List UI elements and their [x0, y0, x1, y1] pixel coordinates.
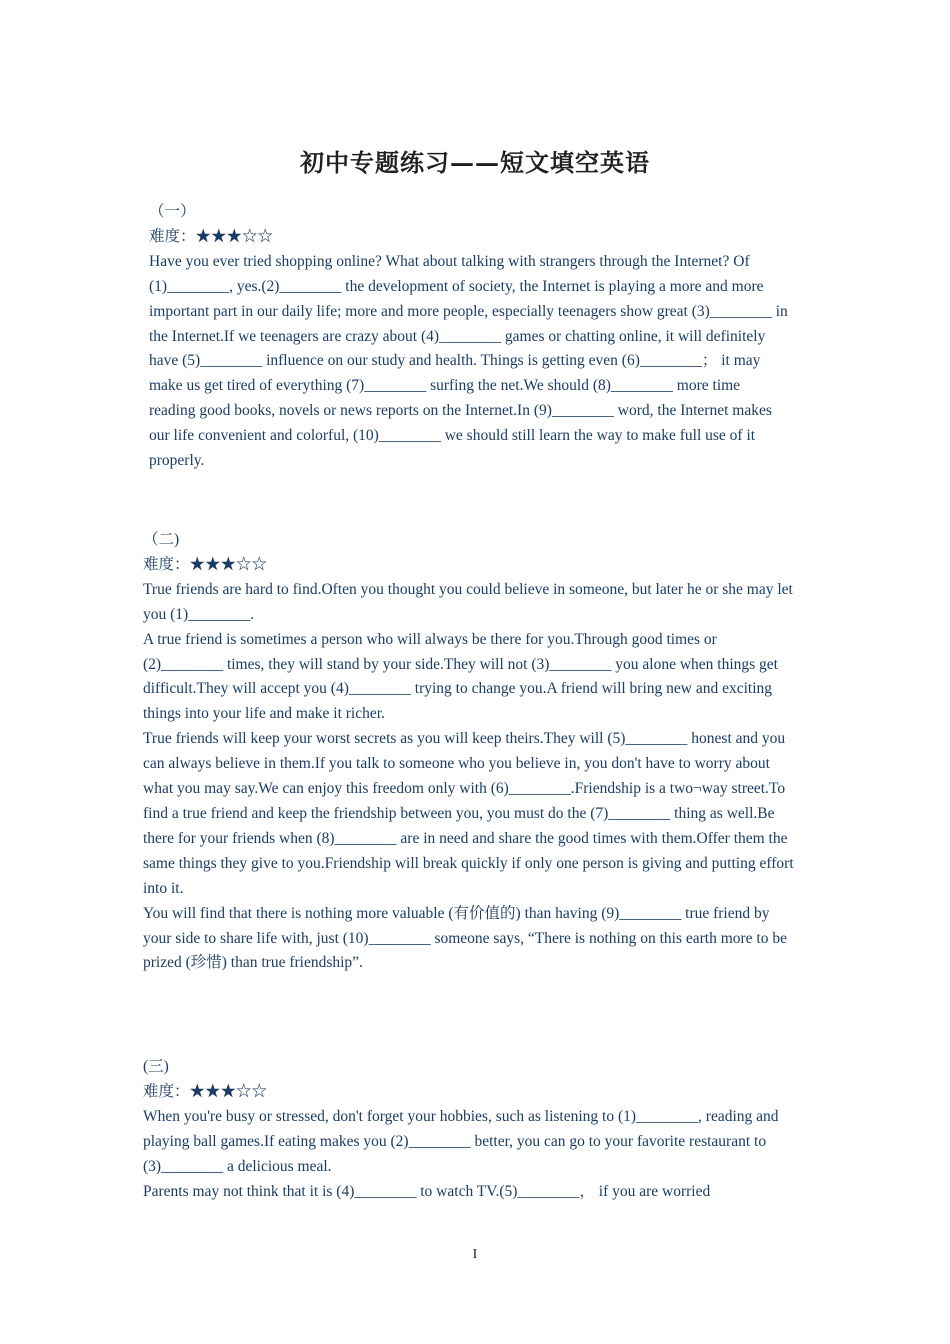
section-1 [149, 200, 789, 474]
difficulty-line [143, 1080, 783, 1105]
page-number: I [472, 1247, 478, 1262]
passage-paragraph: When you're busy or stressed, don't forget your hobbies, such as listening to (1)________, reading and playing ball games.If eating makes you (2)________ better, you can go to your favorite restaurant to (3)________ a delicious meal. [143, 1107, 779, 1175]
difficulty-label: 难度： [149, 227, 196, 245]
passage-paragraph: Have you ever tried shopping online? What about talking with strangers through the Internet? Of (1)________, yes.(2)________ the development of society, the Internet is playing a more and more important part in our daily life; more and more people, especially teenagers show great (3)________ in the Internet.If we teenagers are crazy about (4)________ games or chatting online, it will definitely have (5)________ influence on our study and health. Things is getting even (6)________； it may make us get tired of everything (7)________ surfing the net.We should (8)________ more time reading good books, novels or news reports on the Internet.In (9)________ word, the Internet makes our life convenient and colorful, (10)________ we should still learn the way to make full use of it properly. [149, 252, 788, 470]
passage-paragraph: True friends are hard to find.Often you thought you could believe in someone, but later he or she may let you (1)________. [143, 580, 793, 623]
passage-paragraph: You will find that there is nothing more valuable (有价值的) than having (9)________ true friend by your side to share life with, just (10)________ someone says, “There is nothing on this earth more to be prized (珍惜) than true friendship”. [143, 904, 787, 972]
difficulty-label: 难度： [143, 1082, 190, 1100]
passage-paragraph: A true friend is sometimes a person who will always be there for you.Through good times or (2)________ times, they will stand by your side.They will not (3)________ you alone when things get difficult.They will accept you (4)________ trying to change you.A friend will bring new and exciting things into your life and make it richer. [143, 630, 778, 723]
section-heading: (三) [143, 1058, 169, 1075]
section-2 [143, 528, 795, 976]
passage-paragraph: True friends will keep your worst secrets as you will keep theirs.They will (5)________ honest and you can always believe in them.If you talk to someone who you believe in, you don't have to worry about what you may say.We can enjoy this freedom only with (6)________.Friendship is a two¬way street.To find a true friend and keep the friendship between you, you must do the (7)________ thing as well.Be there for your friends when (8)________ are in need and share the good times with them.Offer them the same things they give to you.Friendship will break quickly if only one person is giving and putting effort into it. [143, 730, 794, 897]
section-heading: （一） [149, 203, 196, 220]
difficulty-line [149, 225, 789, 250]
passage-paragraph: Parents may not think that it is (4)________ to watch TV.(5)________， if you are worried [143, 1182, 711, 1200]
difficulty-stars: ★★★☆☆ [195, 227, 274, 245]
section-heading: （二) [143, 531, 180, 548]
difficulty-stars: ★★★☆☆ [189, 555, 268, 573]
difficulty-stars: ★★★☆☆ [189, 1082, 268, 1100]
section-3 [143, 1055, 783, 1204]
page-title: 初中专题练习——短文填空英语 [300, 148, 650, 177]
difficulty-label: 难度： [143, 555, 190, 573]
difficulty-line [143, 553, 795, 578]
